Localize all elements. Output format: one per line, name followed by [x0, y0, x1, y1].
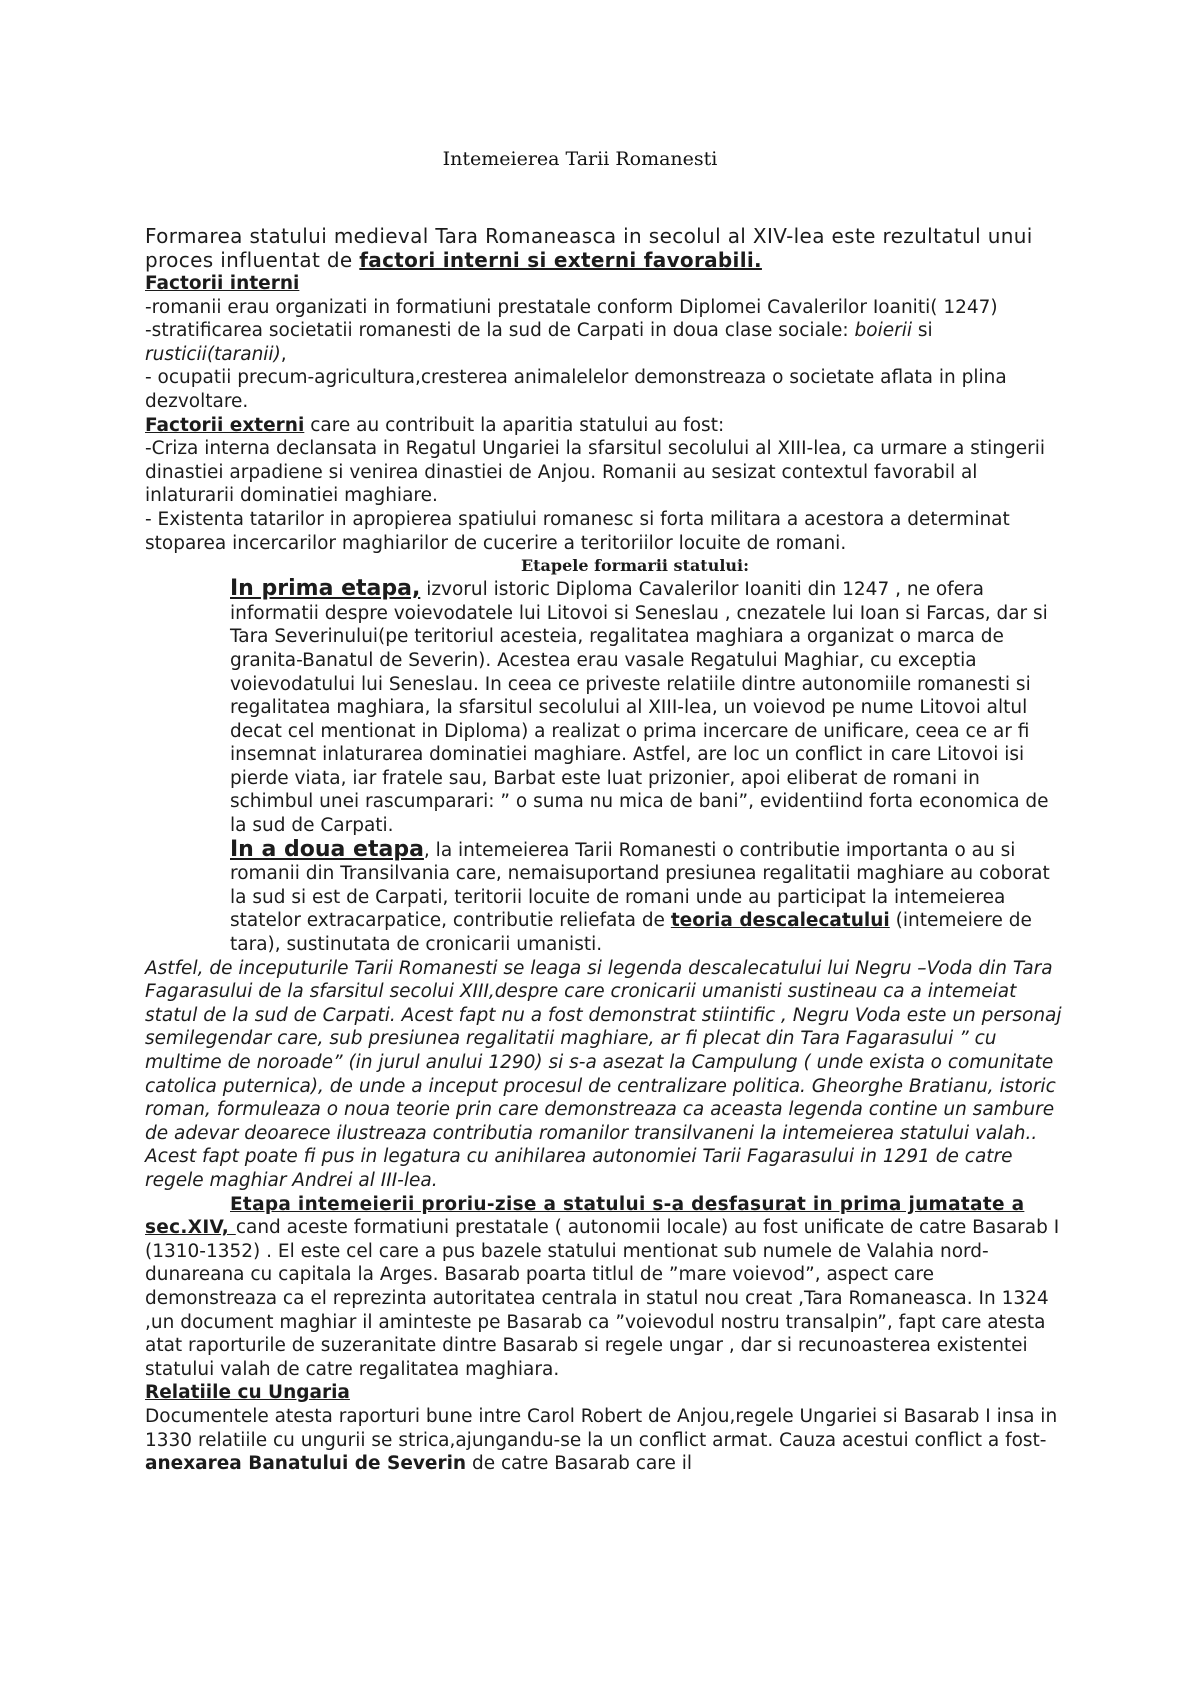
external-factors-heading	[145, 414, 1065, 438]
stage-1-text: izvorul istoric Diploma Cavalerilor Ioaniti din 1247 , ne ofera informatii despre voievodatele lui Litovoi si Seneslau , cnezatele lui Ioan si Farcas, dar si Tara Severinului(pe teritoriul acesteia, regalitatea maghiara a organizat o marca de granita-Banatul de Severin). Acestea erau vasale Regatului Maghiar, cu exceptia voievodatului lui Seneslau. In ceea ce priveste relatiile dintre autonomiile romanesti si regalitatea maghiara, la sfarsitul secolului al XIII-lea, un voievod pe nume Litovoi altul decat cel mentionat in Diploma) a realizat o prima incercare de unificare, ceea ce ar fi insemnat inlaturarea dominatiei maghiare. Astfel, are loc un conflict in care Litovoi isi pierde viata, iar fratele sau, Barbat este luat prizonier, apoi eliberat de romani in schimbul unei rascumparari: ” o suma nu mica de bani”, evidentiind forta economica de la sud de Carpati.	[230, 579, 1049, 837]
legend-paragraph: Astfel, de inceputurile Tarii Romanesti se leaga si legenda descalecatului lui Negru –Voda din Tara Fagarasului de la sfarsitul secolui XIII,despre care cronicarii umanisti sustineau ca a intemeiat statul de la sud de Carpati. Acest fapt nu a fost demonstrat stiintific , Negru Voda este un personaj semilegendar care, sub presiunea regalitatii maghiare, ar fi plecat din Tara Fagarasului ” cu multime de noroade” (in jurul anului 1290) si s-a asezat la Campulung ( unde exista o comunitate catolica puternica), de unde a inceput procesul de centralizare politica. Gheorghe Bratianu, istoric roman, formuleaza o noua teorie prin care demonstreaza ca aceasta legenda contine un sambure de adevar deoarece ilustreaza contributia romanilor transilvaneni la intemeierea statului valah.. Acest fapt poate fi pus in legatura cu anihilarea autonomiei Tarii Fagarasului in 1291 de catre regele maghiar Andrei al III-lea.	[145, 957, 1062, 1191]
stage-2-emphasis: teoria descalecatului	[670, 910, 890, 932]
stage-1-paragraph	[230, 577, 1065, 838]
stage-2-label: In a doua etapa	[230, 836, 424, 862]
document-title: Intemeierea Tarii Romanesti	[442, 148, 718, 170]
stage-3-emphasis: Etapa intemeierii proriu-zise a statului s-a desfasurat in prima jumatate a sec.XIV,	[145, 1193, 1025, 1239]
intro-text: Formarea statului medieval Tara Romaneasca in secolul al XIV-lea este rezultatul unui proces influentat de	[145, 224, 1033, 272]
hungary-emphasis: anexarea Banatului de Severin	[145, 1453, 467, 1475]
stage-1-label: In prima etapa,	[230, 576, 421, 602]
stage-2-tail: (intemeiere de tara), sustinutata de cronicarii umanisti.	[230, 910, 1032, 956]
internal-item-2-pre: -stratificarea societatii romanesti de la sud de Carpati in doua clase sociale:	[145, 320, 855, 342]
internal-heading-text: Factorii interni	[145, 273, 300, 294]
internal-item-2-italic-1: boierii	[854, 320, 913, 342]
stages-heading: Etapele formarii statului:	[520, 556, 750, 576]
stage-3-text: cand aceste formatiuni prestatale ( autonomii locale) au fost unificate de catre Basarab I (1310-1352) . El este cel care a pus bazele statului mentionat sub numele de Valahia nord-dunareana cu capitala la Arges. Basarab poarta titlul de ”mare voievod”, aspect care demonstreaza ca el reprezinta autoritatea centrala in statul nou creat ,Tara Romaneasca. In 1324 ,un document maghiar il aminteste pe Basarab ca ”voievodul nostru transalpin”, fapt care atesta atat raporturile de suzeranitate dintre Basarab si regele ungar , dar si recunoasterea existentei statului valah de catre regalitatea maghiara.	[145, 1217, 1060, 1380]
stage-2-text: , la intemeierea Tarii Romanesti o contributie importanta o au si romanii din Transilvania care, nemaisuportand presiunea regalitatii maghiare au coborat la sud si est de Carpati, teritorii locuite de romani unde au participat la intemeierea statelor extracarpatice, contributie reliefata de	[230, 839, 1050, 932]
stage-3-paragraph	[145, 1193, 1065, 1382]
stage-2-paragraph	[230, 838, 1065, 957]
stages-block	[145, 577, 1065, 957]
internal-item-2-mid: si	[912, 320, 933, 342]
hungary-paragraph	[145, 1405, 1065, 1476]
internal-item-1: -romanii erau organizati in formatiuni prestatale conform Diplomei Cavalerilor Ioaniti( 1247)	[145, 296, 998, 318]
document-body	[145, 224, 1065, 1476]
intro-emphasis: factori interni si externi favorabili.	[359, 248, 762, 272]
internal-item-3: - ocupatii precum-agricultura,cresterea animalelelor demonstreaza o societate aflata in plina dezvoltare.	[145, 367, 1007, 412]
hungary-tail: de catre Basarab care il	[466, 1453, 693, 1475]
internal-item-2-post: ,	[280, 343, 287, 365]
hungary-heading-line	[145, 1381, 1065, 1405]
hungary-text: Documentele atesta raporturi bune intre Carol Robert de Anjou,regele Ungariei si Basarab I insa in 1330 relatiile cu ungurii se strica,ajungandu-se la un conflict armat. Cauza acestui conflict a fost-	[145, 1405, 1058, 1451]
intro-paragraph	[145, 224, 1065, 272]
internal-factors-heading	[145, 272, 1065, 296]
external-heading-tail: care au contribuit la aparitia statului au fost:	[304, 414, 725, 436]
external-item-2: - Existenta tatarilor in apropierea spatiului romanesc si forta militara a acestora a determinat stoparea incercarilor maghiarilor de cucerire a teritoriilor locuite de romani.	[145, 508, 1010, 554]
external-heading-text: Factorii externi	[145, 414, 305, 436]
hungary-heading: Relatiile cu Ungaria	[145, 1382, 350, 1404]
internal-item-2	[145, 319, 1065, 366]
internal-item-2-italic-2: rusticii(taranii)	[145, 343, 281, 365]
external-item-1: -Criza interna declansata in Regatul Ungariei la sfarsitul secolului al XIII-lea, ca urmare a stingerii dinastiei arpadiene si venirea dinastiei de Anjou. Romanii au sesizat contextul favorabil al inlaturarii dominatiei maghiare.	[145, 438, 1046, 507]
